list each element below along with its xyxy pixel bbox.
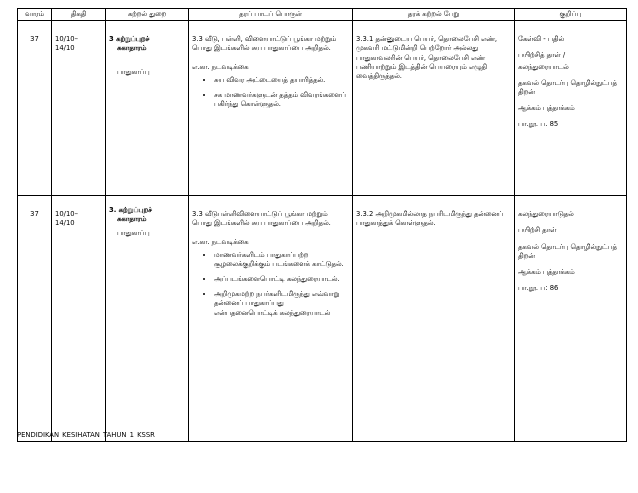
activity-item: • சக மாணவர்களுடன் தத்தம் விவரங்களைப் பகிர்ந்து கொள்ளுதல். [214,91,349,109]
activity-item: • மாணவர்களிடம் பாதுகாப்பற்ற சூழலைக்குறிக்கும் படங்களைக் காட்டுதல். [214,251,349,269]
header-week: வாரம் [18,9,52,21]
date-end: 14/10 [55,44,75,53]
date-end: 14/10 [55,219,75,228]
note-item: கலந்துரையாடுதல் [518,210,574,219]
activity-item: • அறிமுகமற்ற நபர்களிடமிருந்து எவ்வாறு தன்னைப் பாதுகாப்பது என்பதனைபொட்டிக் கலந்துரையாடல் [214,290,349,318]
note-item: தகவல் தொடர்பு தொழில்நுட்பத் திறன் [518,78,617,96]
week-cell: 37 [18,196,52,442]
header-learning-standard: தரக் கற்றல் பேறு [353,9,515,21]
header-notes: குறிப்பு [515,9,627,21]
note-item: ஆக்கம் புத்தாக்கம் [518,104,575,113]
date-cell [52,21,106,196]
activity-item: • அப்படங்களைபொட்டி கலந்துரையாடல். [214,275,349,284]
theme-title: 3 கற்றுப்புறச் [109,35,150,44]
content-standard-cell [189,21,353,196]
notes-cell [515,196,627,442]
learning-standard-cell: 3.3.1 தன்னுடைய பெயர், தொலைபேசி எண், முகவரி மட்டுமின்றி பெற்றோர் அல்லது பாதுகாவலரின் பெயர், தொலைபேசி எண் பணியாற்றும் இடத்தின் பெயரையும் எழுதி வைத்திருத்தல். [353,21,515,196]
learning-area-cell [106,21,189,196]
note-item: கேள்வி - பதில் [518,35,565,44]
lesson-plan-table [17,8,627,442]
notes-cell [515,21,627,196]
activity-item: • சுய விவர அட்டையைத் தயாரித்தல். [214,76,349,85]
note-item: பயிற்சித் தாள் / [518,51,566,60]
activity-list [192,76,349,110]
learning-standard-cell: 3.3.2 அறிமுகமில்லாத நபரிடமிருந்து தன்னைப் பாதுகாத்துக் கொள்ளுதல். [353,196,515,442]
page-footer: PENDIDIKAN KESIHATAN TAHUN 1 KSSR [17,431,155,439]
date-start: 10/10– [55,35,78,44]
note-item: ஆக்கம் புத்தாக்கம் [518,267,575,276]
table-row [18,196,627,442]
content-standard-cell [189,196,353,442]
content-standard-text: 3.3 வீடு, பள்ளி, விளையாட்டுப் பூங்கா மற்றும் பொது இடங்களில் சுய பாதுகாப்பை அறிதல். [192,35,337,53]
theme-title-line2: சுகாதாரம் [117,44,147,53]
note-item: கலந்துரையாடல் [518,62,569,71]
unit-title: பாதுகாப்பு [117,228,150,237]
header-content-standard: தரப் பாடப் பொருள் [189,9,353,21]
activity-heading: எ.கா. நடவடிக்கை [192,237,249,246]
theme-title-line2: சுகாதாரம் [117,215,147,224]
header-date: திகதி [52,9,106,21]
week-cell: 37 [18,21,52,196]
note-item: பா.நூ. ப: 86 [518,284,559,293]
unit-title: பாதுகாப்பு [117,67,150,76]
learning-area-cell [106,196,189,442]
content-standard-text: 3.3 வீடுபள்ளிவிளையாட்டுப் பூங்கா மற்றும் பொது இடங்களில் சுய பாதுகாப்பை அறிதல். [192,210,331,228]
note-item: பா.நூ. ப. 85 [518,120,559,129]
table-header-row [18,9,627,21]
header-learning-area: கற்றல் துறை [106,9,189,21]
theme-title: 3. கற்றுப்புறச் [109,206,152,215]
note-item: பயிற்சி தாள் [518,226,557,235]
activity-list [192,251,349,318]
date-cell [52,196,106,442]
activity-heading: எ.கா. நடவடிக்கை [192,62,249,71]
table-row [18,21,627,196]
note-item: தகவல் தொடர்பு தொழில்நுட்பத் திறன் [518,242,617,260]
date-start: 10/10– [55,210,78,219]
